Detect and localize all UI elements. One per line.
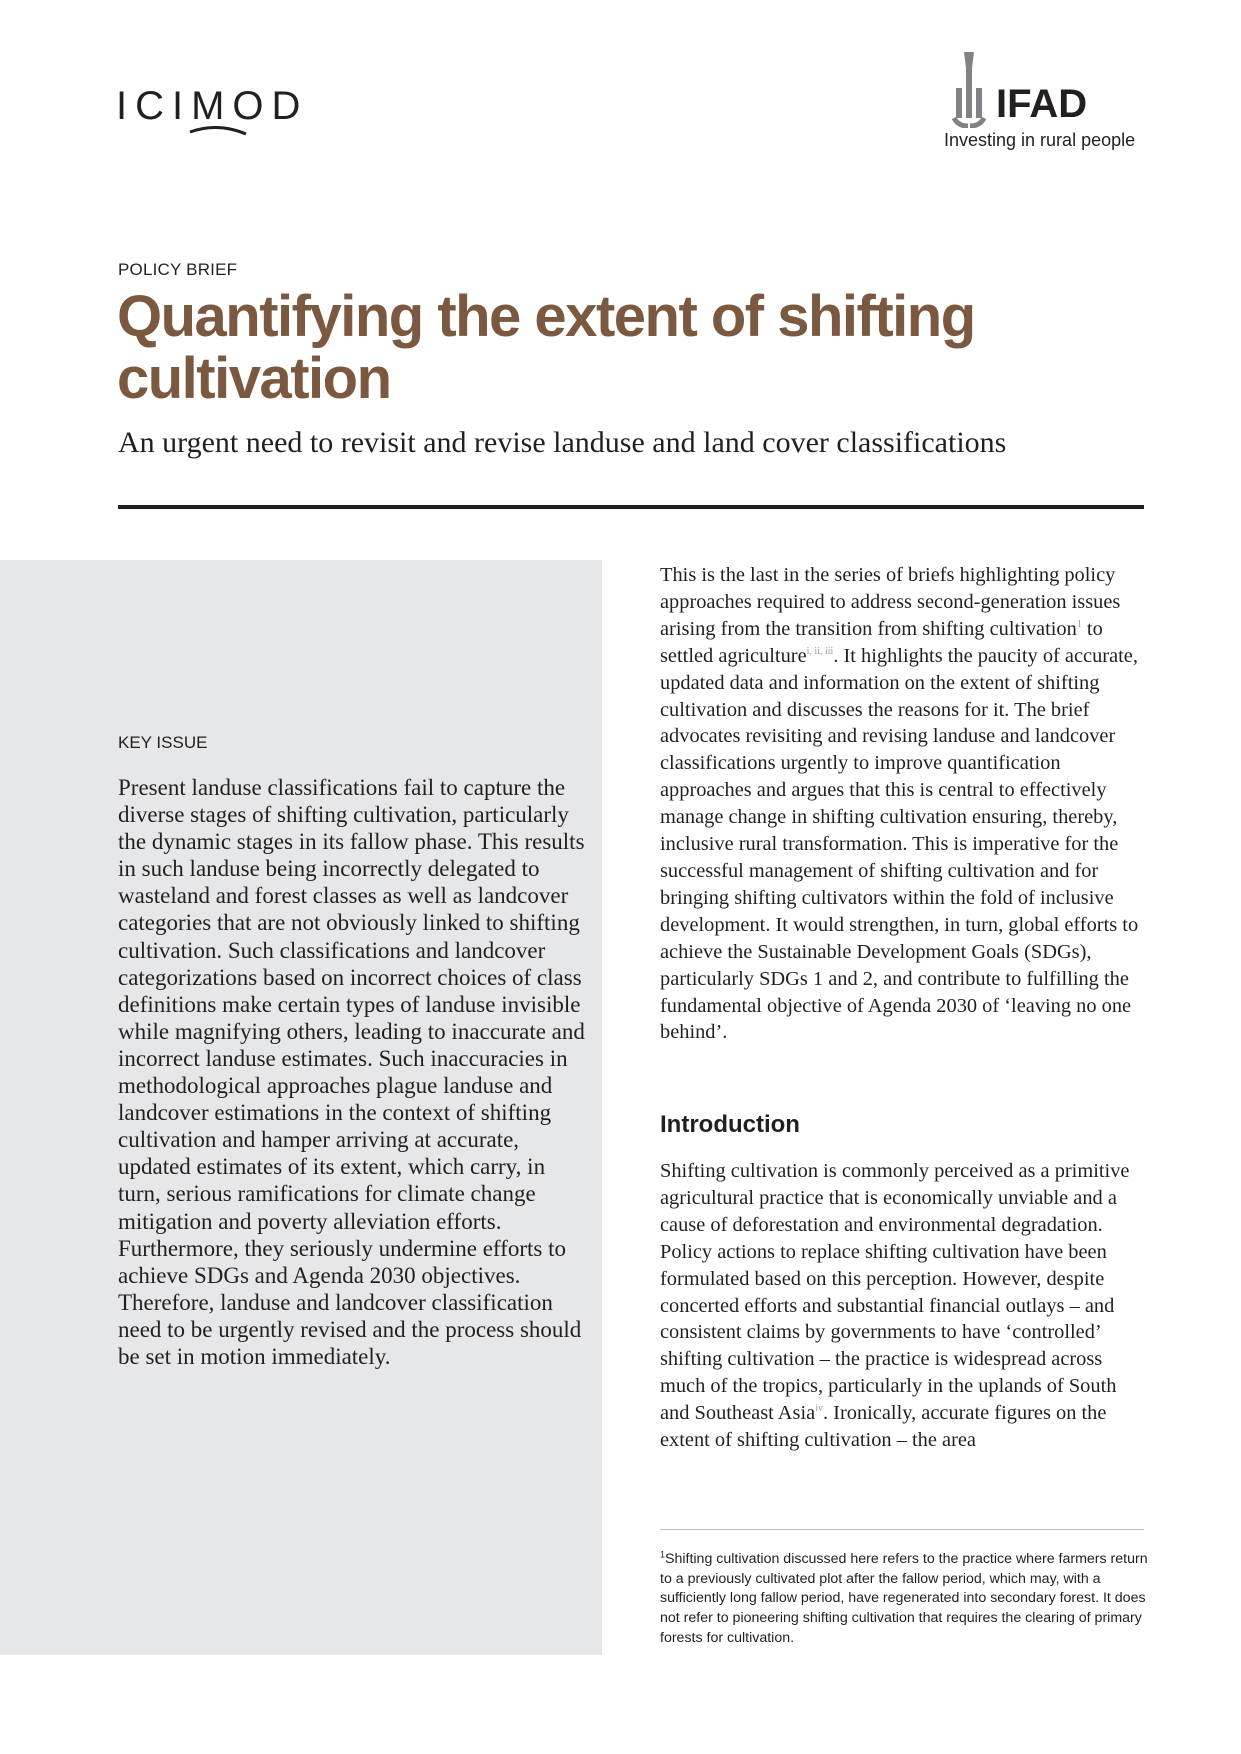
- introduction-text-part1: Shifting cultivation is commonly perceived as a primitive agricultural practice that is economically unviable and a cause of deforestation and environmental degradation. Policy actions to replace shifting cultivation have been formulated based on this perception. However, despite concerted efforts and substantial financial outlays – and consistent claims by governments to have ‘controlled’ shifting cultivation – the practice is widespread across much of the tropics, particularly in the uplands of South and Southeast Asia: [660, 1160, 1130, 1425]
- key-issue-text: Present landuse classifications fail to capture the diverse stages of shifting cultivation, particularly the dynamic stages in its fallow phase. This results in such landuse being incorrectly delegated to wasteland and forest classes as well as landcover categories that are not obviously linked to shifting cultivation. Such classifications and landcover categorizations based on incorrect choices of class definitions make certain types of landuse invisible while magnifying others, leading to inaccurate and incorrect landuse estimates. Such inaccuracies in methodological approaches plague landuse and landcover estimations in the context of shifting cultivation and hamper arriving at accurate, updated estimates of its extent, which carry, in turn, serious ramifications for climate change mitigation and poverty alleviation efforts. Furthermore, they seriously undermine efforts to achieve SDGs and Agenda 2030 objectives. Therefore, landuse and landcover classification need to be urgently revised and the process should be set in motion immediately.: [118, 775, 585, 1369]
- intro-text-part3: . It highlights the paucity of accurate, updated data and information on the extent of shifting cultivation and discusses the reasons for it. The brief advocates revisiting and revising landuse and landcover classifications urgently to improve quantification approaches and argues that this is central to effectively manage change in shifting cultivation ensuring, thereby, inclusive rural transformation. This is imperative for the successful management of shifting cultivation and for bringing shifting cultivators within the fold of inclusive development. It would strengthen, in turn, global efforts to achieve the Sustainable Development Goals (SDGs), particularly SDGs 1 and 2, and contribute to fulfilling the fundamental objective of Agenda 2030 of ‘leaving no one behind’.: [660, 644, 1139, 1044]
- introduction-paragraph: [660, 1158, 1148, 1454]
- ifad-logo: [944, 48, 1144, 158]
- section-heading-introduction: Introduction: [660, 1111, 800, 1138]
- introduction-text-part2: . Ironically, accurate figures on the extent of shifting cultivation – the area: [660, 1402, 1107, 1452]
- wheat-icon: [944, 48, 996, 128]
- ifad-wordmark: IFAD: [996, 82, 1088, 126]
- endnote-ref-i-iii[interactable]: i, ii, iii: [806, 645, 834, 657]
- document-type-label: POLICY BRIEF: [118, 260, 238, 279]
- footnote: [660, 1550, 1148, 1649]
- icimod-wordmark: ICIMOD: [116, 84, 309, 128]
- icimod-swoosh-icon: [188, 124, 248, 140]
- footnote-marker: 1: [660, 1549, 666, 1560]
- page-subtitle: An urgent need to revisit and revise landuse and land cover classifications: [118, 426, 1007, 459]
- intro-text-part1: This is the last in the series of briefs highlighting policy approaches required to address second-generation issues arising from the transition from shifting cultivation: [660, 564, 1121, 640]
- icimod-logo: [116, 80, 309, 138]
- page-title: Quantifying the extent of shifting cultivation: [117, 284, 975, 411]
- intro-text-part2: to settled agriculture: [660, 617, 1103, 667]
- header-divider: [118, 505, 1144, 509]
- footnote-divider: [660, 1529, 1144, 1530]
- footnote-text: Shifting cultivation discussed here refers to the practice where farmers return to a previously cultivated plot after the fallow period, which may, with a sufficiently long fallow period, have regenerated into secondary forest. It does not refer to pioneering shifting cultivation that requires the clearing of primary forests for cultivation.: [660, 1551, 1148, 1646]
- footnote-ref-1[interactable]: 1: [1076, 619, 1082, 631]
- ifad-tagline: Investing in rural people: [944, 130, 1136, 150]
- endnote-ref-iv[interactable]: iv: [815, 1403, 823, 1415]
- key-issue-label: KEY ISSUE: [118, 733, 208, 752]
- intro-paragraph: [660, 562, 1148, 1046]
